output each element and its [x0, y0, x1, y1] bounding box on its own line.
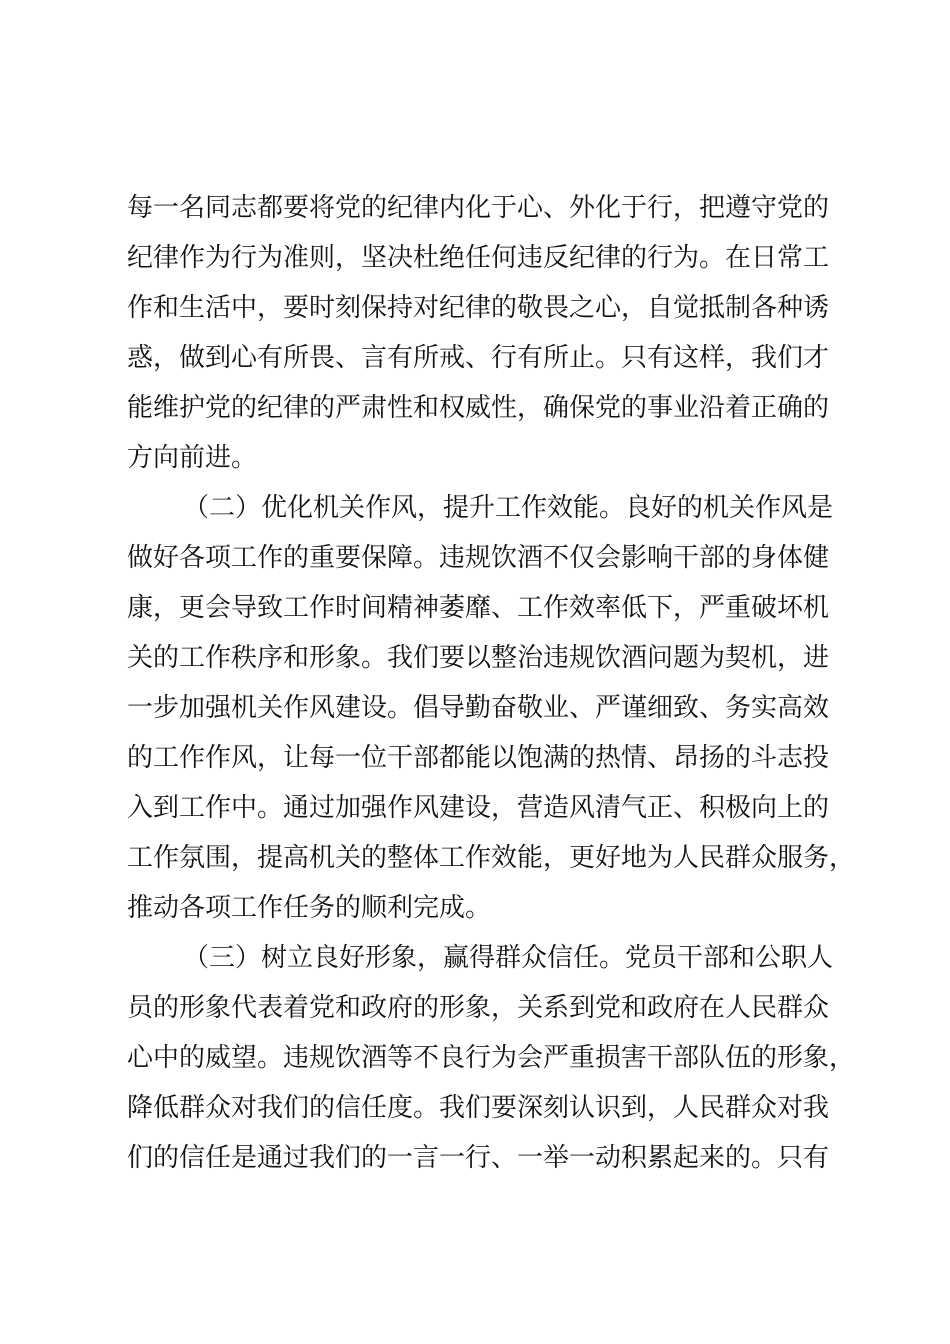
text-line: 方向前进。 [127, 443, 258, 473]
text-line: 一步加强机关作风建设。倡导勤奋敬业、严谨细致、务实高效 [127, 693, 830, 723]
text-line: 心中的威望。违规饮酒等不良行为会严重损害干部队伍的形象， [127, 1043, 856, 1073]
section-heading-line: （三）树立良好形象，赢得群众信任。党员干部和公职人 [183, 943, 834, 973]
text-line: 作和生活中，要时刻保持对纪律的敬畏之心，自觉抵制各种诱 [127, 293, 830, 323]
text-line: 降低群众对我们的信任度。我们要深刻认识到，人民群众对我 [127, 1093, 830, 1123]
text-line: 员的形象代表着党和政府的形象，关系到党和政府在人民群众 [127, 993, 830, 1023]
document-body [127, 183, 856, 1183]
text-line: 惑，做到心有所畏、言有所戒、行有所止。只有这样，我们才 [127, 343, 830, 373]
text-line: 们的信任是通过我们的一言一行、一举一动积累起来的。只有 [127, 1143, 830, 1173]
text-line: 的工作作风，让每一位干部都能以饱满的热情、昂扬的斗志投 [127, 743, 830, 773]
text-line: 每一名同志都要将党的纪律内化于心、外化于行，把遵守党的 [127, 193, 830, 223]
text-line: 工作氛围，提高机关的整体工作效能，更好地为人民群众服务， [127, 843, 856, 873]
text-line: 推动各项工作任务的顺利完成。 [127, 893, 492, 923]
text-line: 关的工作秩序和形象。我们要以整治违规饮酒问题为契机，进 [127, 643, 830, 673]
text-line: 纪律作为行为准则，坚决杜绝任何违反纪律的行为。在日常工 [127, 243, 830, 273]
text-line: 入到工作中。通过加强作风建设，营造风清气正、积极向上的 [127, 793, 830, 823]
text-line: 康，更会导致工作时间精神萎靡、工作效率低下，严重破坏机 [127, 593, 830, 623]
text-line: 能维护党的纪律的严肃性和权威性，确保党的事业沿着正确的 [127, 393, 830, 423]
section-heading-line: （二）优化机关作风，提升工作效能。良好的机关作风是 [183, 493, 834, 523]
text-line: 做好各项工作的重要保障。违规饮酒不仅会影响干部的身体健 [127, 543, 830, 573]
